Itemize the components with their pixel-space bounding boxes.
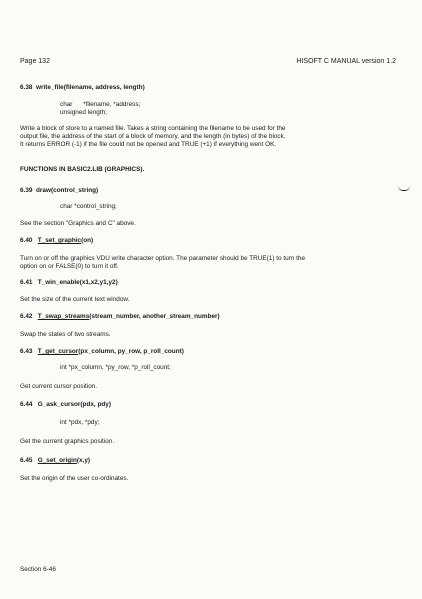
description-line: It returns ERROR (-1) if the file could not be opened and TRUE (+1) if everything went OK. xyxy=(20,141,277,148)
manual-title: HISOFT C MANUAL version 1.2 xyxy=(296,58,396,65)
function-args: (control_string) xyxy=(50,187,99,194)
functions-section-heading: FUNCTIONS IN BASIC2.LIB (GRAPHICS). xyxy=(20,166,145,173)
description-line: Get current cursor position. xyxy=(20,383,98,390)
section-number: 6.41 xyxy=(20,279,33,286)
description-line: option on or FALSE(0) to turn it off. xyxy=(20,263,119,270)
section-6-39-heading xyxy=(20,187,98,195)
description-line: output file, the address of the start of a block of memory, and the length (in bytes) of the block. xyxy=(20,133,286,140)
declaration: int *pdx, *pdy; xyxy=(60,419,100,426)
section-number: 6.40 xyxy=(20,237,33,244)
declaration: char *control_string; xyxy=(60,203,117,210)
section-6-41-heading xyxy=(20,279,118,287)
function-args: (x,y) xyxy=(76,457,90,464)
function-args: (on) xyxy=(81,237,94,244)
function-name: draw xyxy=(36,187,51,194)
description-line: Swap the states of two streams. xyxy=(20,331,111,338)
description-line: See the section "Graphics and C" above. xyxy=(20,220,136,227)
function-args: (filename, address, length) xyxy=(63,84,145,91)
description-line: Get the current graphics position. xyxy=(20,438,115,445)
function-args: (px_column, py_row, p_roll_count) xyxy=(78,348,184,355)
section-6-40-heading xyxy=(20,237,93,245)
section-number: 6.44 xyxy=(20,401,33,408)
section-6-44-heading xyxy=(20,401,111,409)
function-name: G_ask_cursor xyxy=(37,401,81,408)
declaration: unsigned length; xyxy=(60,109,107,116)
margin-pen-mark xyxy=(398,186,410,191)
function-args: (x1,x2,y1,y2) xyxy=(79,279,118,286)
description-line: Write a block of store to a named file. Takes a string containing the filename to be used for the xyxy=(20,125,286,132)
description-line: Set the origin of the user co-ordinates. xyxy=(20,475,129,482)
declaration: int *px_column, *py_row, *p_roll_count; xyxy=(60,364,171,371)
section-6-42-heading xyxy=(20,313,220,321)
section-6-43-heading xyxy=(20,348,184,356)
section-number: 6.43 xyxy=(20,348,33,355)
section-footer: Section 6-46 xyxy=(20,566,56,573)
page-number: Page 132 xyxy=(20,58,50,65)
function-args: (pdx, pdy) xyxy=(80,401,111,408)
description-line: Turn on or off the graphics VDU write character option. The parameter should be TRUE(1) to turn the xyxy=(20,255,305,262)
declaration-type: char xyxy=(60,101,73,108)
function-name: T_win_enable xyxy=(37,279,80,286)
section-number: 6.45 xyxy=(20,457,33,464)
declaration-vars: *filename, *address; xyxy=(83,101,141,108)
section-number: 6.39 xyxy=(20,187,33,194)
function-name: T_get_cursor xyxy=(37,348,79,355)
section-6-38-heading xyxy=(20,84,145,92)
section-number: 6.38 xyxy=(20,84,33,91)
function-name: T_set_graphic xyxy=(37,237,82,244)
section-number: 6.42 xyxy=(20,313,33,320)
function-name: T_swap_streams xyxy=(37,313,90,320)
declaration xyxy=(60,101,140,109)
section-6-45-heading xyxy=(20,457,90,465)
description-line: Set the size of the current text window. xyxy=(20,296,130,303)
function-name: G_set_origin xyxy=(37,457,77,464)
function-name: write_file xyxy=(36,84,64,91)
function-args: (stream_number, another_stream_number) xyxy=(89,313,220,320)
